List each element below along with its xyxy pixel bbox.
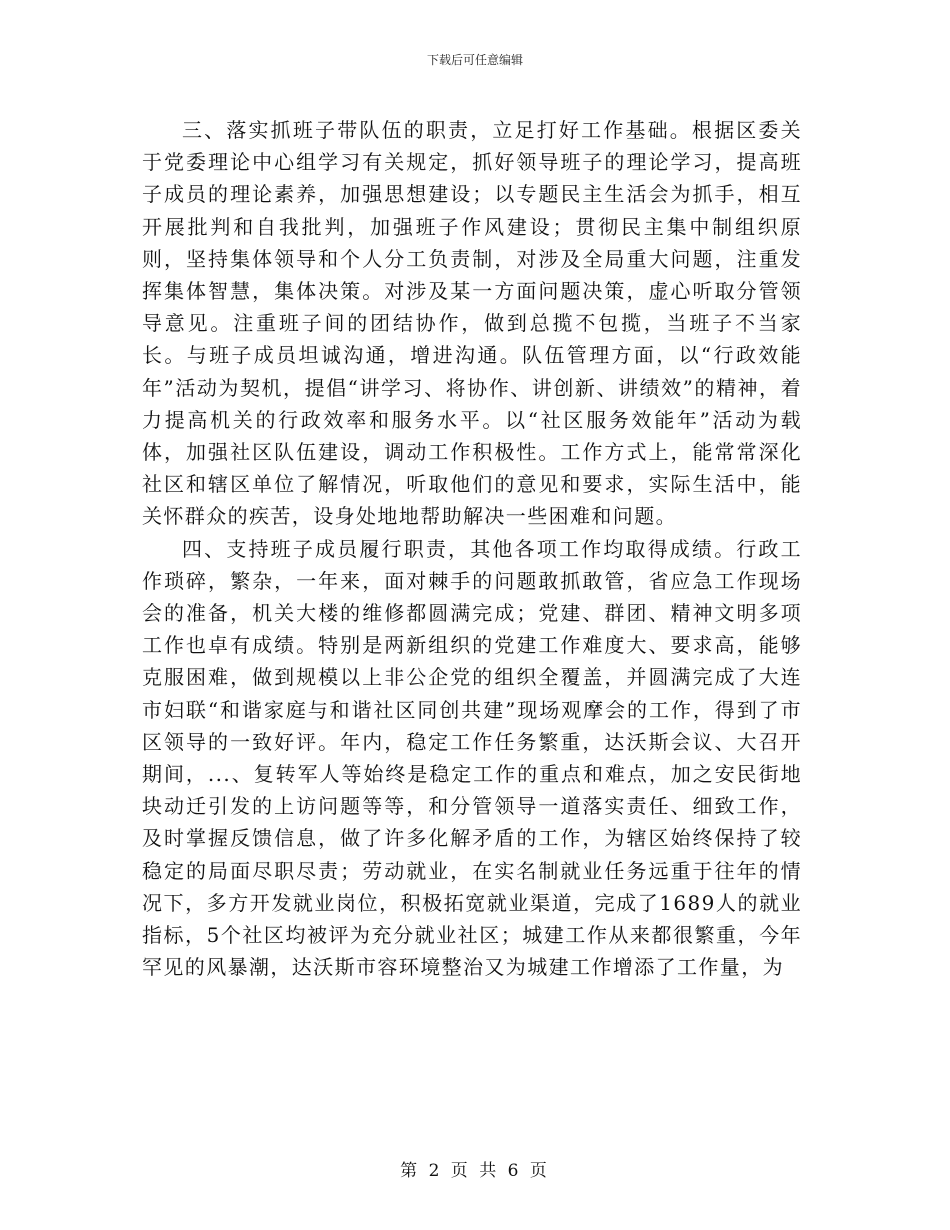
page-footer: 第 2 页 共 6 页 (400, 1161, 550, 1181)
paragraph-3: 三、落实抓班子带队伍的职责，立足打好工作基础。根据区委关于党委理论中心组学习有关规定，抓好领导班子的理论学习，提高班子成员的理论素养，加强思想建设；以专题民主生活会为抓手，相互开展批判和自我批判，加强班子作风建设；贯彻民主集中制组织原则，坚持集体领导和个人分工负责制，对涉及全局重大问题，注重发挥集体智慧，集体决策。对涉及某一方面问题决策，虚心听取分管领导意见。注重班子间的团结协作，做到总揽不包揽，当班子不当家长。与班子成员坦诚沟通，增进沟通。队伍管理方面，以“行政效能年”活动为契机，提倡“讲学习、将协作、讲创新、讲绩效”的精神，着力提高机关的行政效率和服务水平。以“社区服务效能年”活动为载体，加强社区队伍建设，调动工作积极性。工作方式上，能常常深化社区和辖区单位了解情况，听取他们的意见和要求，实际生活中，能关怀群众的疾苦，设身处地地帮助解决一些困难和问题。 (142, 118, 802, 529)
document-body (142, 114, 802, 983)
page-header: 下载后可任意编辑 (426, 53, 523, 67)
paragraph-4: 四、支持班子成员履行职责，其他各项工作均取得成绩。行政工作琐碎，繁杂，一年来，面对棘手的问题敢抓敢管，省应急工作现场会的准备，机关大楼的维修都圆满完成；党建、群团、精神文明多项工作也卓有成绩。特别是两新组织的党建工作难度大、要求高，能够克服困难，做到规模以上非公企党的组织全覆盖，并圆满完成了大连市妇联“和谐家庭与和谐社区同创共建”现场观摩会的工作，得到了市区领导的一致好评。年内，稳定工作任务繁重，达沃斯会议、大召开期间，...、复转军人等始终是稳定工作的重点和难点，加之安民街地块动迁引发的上访问题等等，和分管领导一道落实责任、细致工作，及时掌握反馈信息，做了许多化解矛盾的工作，为辖区始终保持了较稳定的局面尽职尽责；劳动就业，在实名制就业任务远重于往年的情况下，多方开发就业岗位，积极拓宽就业渠道，完成了1689人的就业指标，5个社区均被评为充分就业社区；城建工作从来都很繁重，今年罕见的风暴潮，达沃斯市容环境整治又为城建工作增添了工作量，为 (142, 536, 802, 980)
